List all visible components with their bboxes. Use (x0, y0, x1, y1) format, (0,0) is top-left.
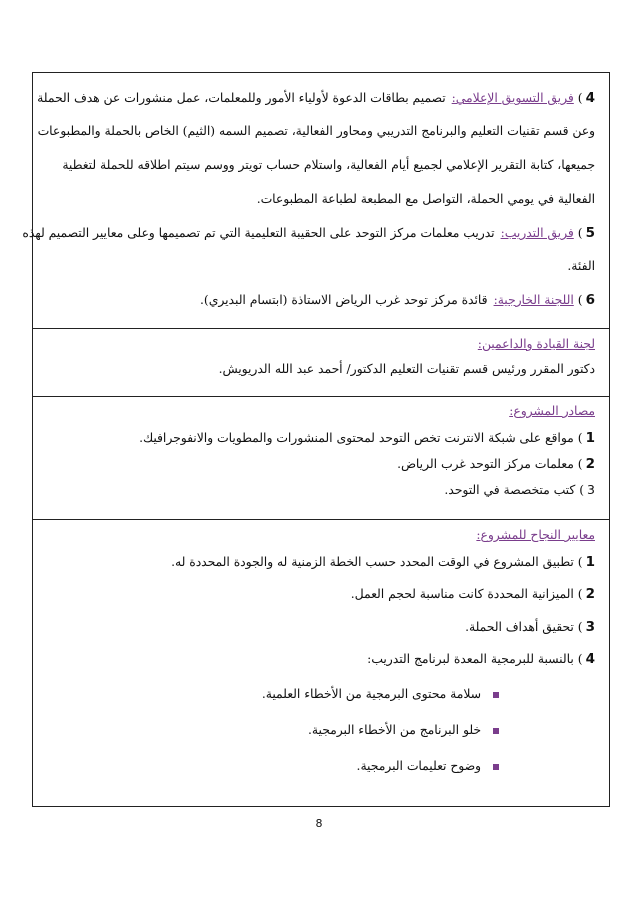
team-4-label: فريق التسويق الإعلامي: (451, 91, 574, 105)
bullet-item-2-text: خلو البرنامج من الأخطاء البرمجية. (307, 723, 481, 737)
team-4-number: 4 (585, 90, 595, 106)
success-item-2 (47, 585, 595, 603)
success-heading (47, 526, 595, 544)
source-item-3-paren: ) (579, 483, 585, 497)
team-5-text-1: تدريب معلمات مركز التوحد على الحقيبة التعليمية التي تم تصميمها وعلى معايير التصميم لهذه (22, 226, 495, 240)
section-divider (33, 328, 609, 329)
team-4-text-1: تصميم بطاقات الدعوة لأولياء الأمور وللمعلمات، عمل منشورات عن هدف الحملة (37, 91, 446, 105)
leadership-heading (47, 335, 595, 353)
success-item-3-text: تحقيق أهداف الحملة. (465, 620, 574, 634)
success-item-2-text: الميزانية المحددة كانت مناسبة لحجم العمل. (350, 587, 574, 601)
success-item-2-paren: ) (577, 587, 583, 601)
team-5-line-1 (22, 224, 595, 242)
success-item-4 (47, 650, 595, 668)
success-item-1-number: 1 (585, 554, 595, 570)
square-bullet-icon (493, 692, 499, 698)
sources-heading (47, 402, 595, 420)
source-item-3 (47, 481, 595, 499)
square-bullet-icon (493, 764, 499, 770)
source-item-2 (47, 455, 595, 473)
bullet-item-3-text: وضوح تعليمات البرمجية. (356, 759, 481, 773)
source-item-2-paren: ) (577, 457, 583, 471)
sources-heading-text: مصادر المشروع: (509, 404, 595, 418)
success-item-4-text: بالنسبة للبرمجية المعدة لبرنامج التدريب: (367, 652, 574, 666)
source-item-3-text: كتب متخصصة في التوحد. (444, 483, 576, 497)
team-6-number: 6 (585, 292, 595, 308)
team-5-line-2: الفئة. (567, 259, 595, 273)
source-item-2-number: 2 (585, 456, 595, 472)
page-number: 8 (315, 817, 323, 830)
section-divider (33, 396, 609, 397)
team-4-line-4: الفعالية في يومي الحملة، التواصل مع المطبعة لطباعة المطبوعات. (256, 192, 595, 206)
success-item-2-number: 2 (585, 586, 595, 602)
source-item-2-text: معلمات مركز التوحد غرب الرياض. (397, 457, 574, 471)
team-5-paren: ) (577, 226, 583, 240)
success-item-3-number: 3 (585, 619, 595, 635)
team-4-line-3: جميعها، كتابة التقرير الإعلامي لجميع أيام الفعالية، واستلام حساب تويتر ووسم سيتم اطلاقه للحملة لتغطية (62, 158, 595, 172)
team-6-line-1 (47, 291, 595, 309)
success-item-4-paren: ) (577, 652, 583, 666)
content-frame (22, 72, 610, 807)
team-5-number: 5 (585, 225, 595, 241)
success-item-1 (47, 553, 595, 571)
team-4-line-1 (37, 89, 595, 107)
success-item-1-text: تطبيق المشروع في الوقت المحدد حسب الخطة الزمنية له والجودة المحددة له. (171, 555, 574, 569)
success-item-1-paren: ) (577, 555, 583, 569)
success-heading-text: معايير النجاح للمشروع: (476, 528, 595, 542)
source-item-1-number: 1 (585, 430, 595, 446)
team-5-label: فريق التدريب: (500, 226, 574, 240)
section-divider (33, 519, 609, 520)
team-6-label: اللجنة الخارجية: (493, 293, 574, 307)
team-4-paren: ) (577, 91, 583, 105)
source-item-1-text: مواقع على شبكة الانترنت تخص التوحد لمحتوى المنشورات والمطويات والانفوجرافيك. (139, 431, 574, 445)
team-4-line-2: وعن قسم تقنيات التعليم والبرنامج التدريبي ومحاور الفعالية، تصميم السمه (الثيم) الخاص بالحملة والمطبوعات (37, 124, 595, 138)
team-6-paren: ) (577, 293, 583, 307)
leadership-text: دكتور المقرر ورئيس قسم تقنيات التعليم الدكتور/ أحمد عبد الله الدريويش. (218, 362, 595, 376)
source-item-1 (47, 429, 595, 447)
bullet-item-3 (47, 757, 499, 775)
leadership-heading-text: لجنة القيادة والداعمين: (477, 337, 595, 351)
success-item-4-number: 4 (585, 651, 595, 667)
source-item-1-paren: ) (577, 431, 583, 445)
team-6-text-1: قائدة مركز توحد غرب الرياض الاستاذة (ابتسام البديري). (199, 293, 488, 307)
success-item-3-paren: ) (577, 620, 583, 634)
square-bullet-icon (493, 728, 499, 734)
source-item-3-number: 3 (587, 482, 595, 497)
bullet-item-1-text: سلامة محتوى البرمجية من الأخطاء العلمية. (261, 687, 481, 701)
bullet-item-2 (47, 721, 499, 739)
bullet-item-1 (47, 685, 499, 703)
success-item-3 (47, 618, 595, 636)
